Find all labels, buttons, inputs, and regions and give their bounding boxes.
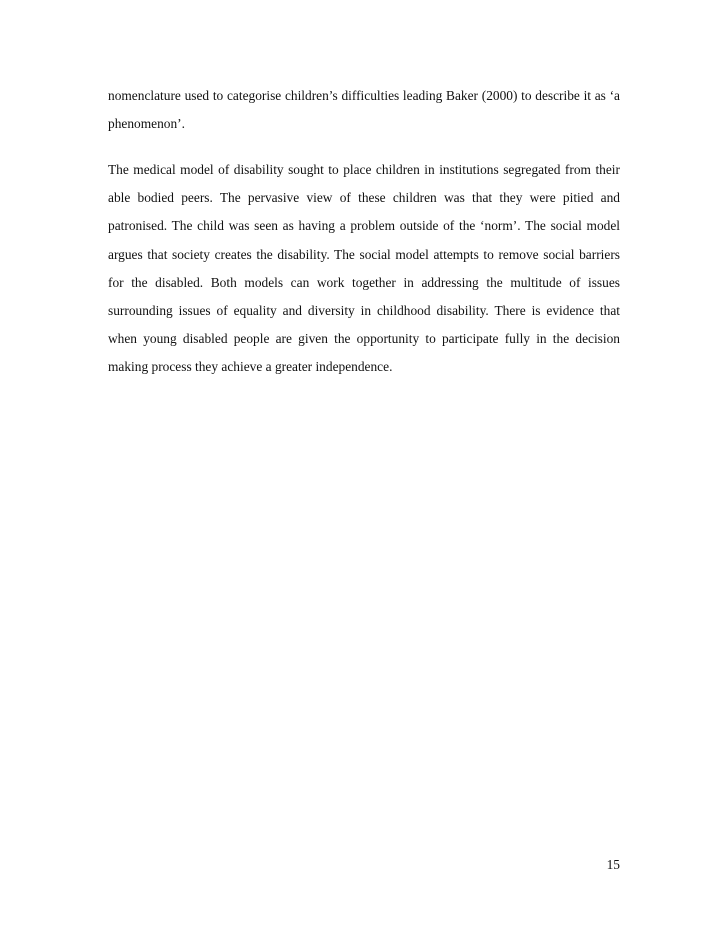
paragraph-continuation: nomenclature used to categorise children’s difficulties leading Baker (2000) to describe it as ‘a phenomenon’. bbox=[108, 88, 620, 132]
paragraph-models-of-disability: The medical model of disability sought to place children in institutions segregated from their able bodied peers. The pervasive view of these children was that they were pitied and patronised. The child was seen as having a problem outside of the ‘norm’. The social model argues that society creates the disability. The social model attempts to remove social barriers for the disabled. Both models can work together in addressing the multitude of issues surrounding issues of equality and diversity in childhood disability. There is evidence that when young disabled people are given the opportunity to participate fully in the decision making process they achieve a greater independence. bbox=[108, 162, 620, 375]
page-number: 15 bbox=[606, 857, 620, 872]
